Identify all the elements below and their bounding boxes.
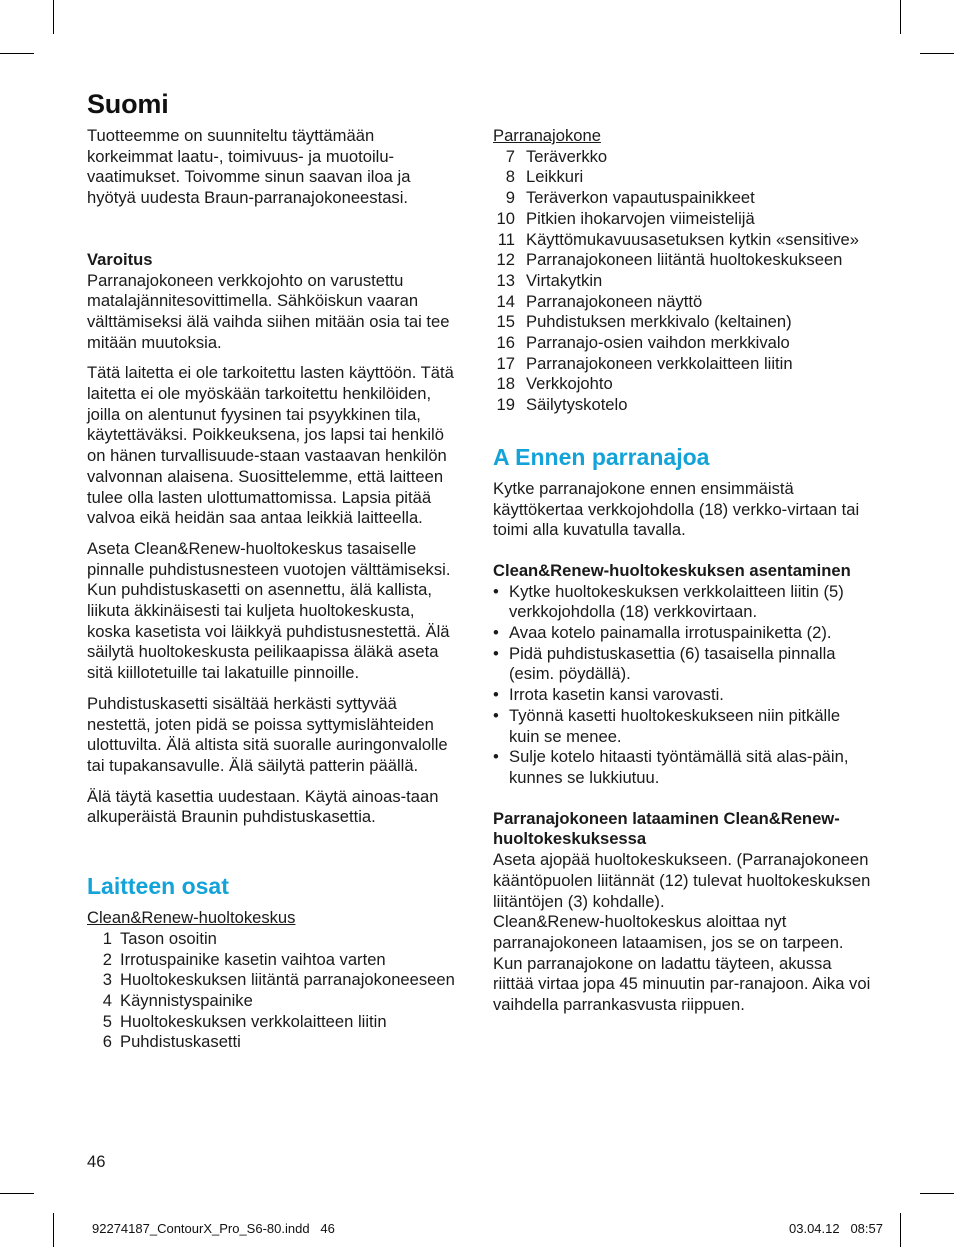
placement-paragraph: Aseta Clean&Renew-huoltokeskus tasaiselle pinnalle puhdistusnesteen vuotojen välttämiseksi. Kun puhdistuskasetti on asennettu, älä kallista, liikuta äkkinäisesti tai kuljeta huoltokeskusta, koska kasetista voi läikkyä puhdistusnestettä. Älä säilytä huoltokeskusta peilikaapissa äläkä aseta sitä kiillotetuille tai lakatuille pinnoille. bbox=[87, 538, 451, 683]
page-title: Suomi bbox=[87, 89, 169, 119]
list-item: 3 Huoltokeskuksen liitäntä parranajokoneeseen bbox=[102, 970, 455, 990]
warning-paragraph: Parranajokoneen verkkojohto on varustettu matalajännitesovittimella. Sähköiskun vaaran välttämiseksi älä vaihda siihen mitään osia tai tee mitään muutoksia. bbox=[87, 270, 450, 352]
charging-paragraph: Kun parranajokone on ladattu täyteen, akussa riittää virtaa jopa 45 minuutin par-ranajoon. Aika voi vaihdella parrankasvusta riippuen. bbox=[493, 953, 871, 1015]
refill-paragraph: Älä täytä kasettia uudestaan. Käytä ainoas-taan alkuperäistä Braunin puhdistuskasettia. bbox=[87, 786, 439, 827]
crop-mark bbox=[53, 0, 54, 34]
warning-heading: Varoitus bbox=[87, 249, 153, 269]
crop-mark bbox=[53, 1213, 54, 1247]
list-item: 16 Parranajo-osien vaihdon merkkivalo bbox=[496, 333, 790, 353]
list-item: 14 Parranajokoneen näyttö bbox=[496, 291, 703, 311]
children-paragraph: Tätä laitetta ei ole tarkoitettu lasten käyttöön. Tätä laitetta ei ole myöskään tarkoitettu henkilöiden, joilla on alentunut fyysinen tai psyykkinen tila, käytettäväksi. Poikkeuksena, jos lapsi tai henkilö on hänen turvallisuude-staan vastaavan henkilön valvonnan alaisena. Suosittelemme, että laitteen tulee olla lasten ulottumattomissa. Lapsia pitää valvoa eikä heidän saa antaa leikkiä laitteella. bbox=[87, 363, 454, 528]
list-item: • Pidä puhdistuskasettia (6) tasaisella pinnalla (esim. pöydällä). bbox=[493, 643, 836, 684]
charging-heading: Parranajokoneen lataaminen Clean&Renew-huoltokeskuksessa bbox=[493, 808, 840, 849]
left-column bbox=[87, 88, 462, 1053]
shaver-parts-list bbox=[493, 147, 873, 416]
list-item: • Sulje kotelo hitaasti työntämällä sitä alas-päin, kunnes se lukkiutuu. bbox=[493, 747, 849, 787]
list-item: 5 Huoltokeskuksen verkkolaitteen liitin bbox=[102, 1011, 387, 1031]
list-item: 9 Teräverkon vapautuspainikkeet bbox=[505, 188, 755, 208]
charging-paragraph: Aseta ajopää huoltokeskukseen. (Parranajokoneen kääntöpuolen liitännät (12) tulevat huoltokeskuksen liitäntöjen (3) kohdalle). bbox=[493, 850, 871, 911]
section-heading: A Ennen parranajoa bbox=[493, 443, 710, 470]
section-intro: Kytke parranajokone ennen ensimmäistä käyttökertaa verkkojohdolla (18) verkko-virtaan tai toimi alla kuvatulla tavalla. bbox=[493, 478, 860, 540]
list-item: 1 Tason osoitin bbox=[102, 928, 217, 948]
list-item: 4 Käynnistyspainike bbox=[102, 990, 253, 1010]
list-item: 8 Leikkuri bbox=[505, 167, 584, 187]
list-item: 12 Parranajokoneen liitäntä huoltokeskukseen bbox=[496, 250, 843, 270]
list-item: 7 Teräverkko bbox=[505, 146, 608, 166]
station-label: Clean&Renew-huoltokeskus bbox=[87, 908, 296, 928]
parts-heading: Laitteen osat bbox=[87, 873, 229, 900]
crop-mark bbox=[900, 0, 901, 34]
station-parts-list bbox=[87, 929, 462, 1053]
charging-paragraph: Clean&Renew-huoltokeskus aloittaa nyt parranajokoneen lataamisen, jos se on tarpeen. bbox=[493, 912, 844, 952]
list-item: • Irrota kasetin kansi varovasti. bbox=[493, 685, 724, 705]
right-column bbox=[493, 126, 873, 1016]
list-item: • Avaa kotelo painamalla irrotuspainiketta (2). bbox=[493, 623, 832, 643]
file-slug: 92274187_ContourX_Pro_S6-80.indd 46 bbox=[92, 1221, 335, 1236]
list-item: 6 Puhdistuskasetti bbox=[102, 1032, 241, 1052]
list-item: 13 Virtakytkin bbox=[496, 270, 603, 290]
list-item: 11 Käyttömukavuusasetuksen kytkin «sensitive» bbox=[497, 229, 859, 249]
crop-mark bbox=[0, 1193, 34, 1194]
page-number: 46 bbox=[87, 1152, 106, 1171]
install-steps-list bbox=[493, 582, 873, 789]
list-item: • Kytke huoltokeskuksen verkkolaitteen liitin (5) verkkojohdolla (18) verkkovirtaan. bbox=[493, 581, 844, 622]
install-heading: Clean&Renew-huoltokeskuksen asentaminen bbox=[493, 560, 851, 580]
crop-mark bbox=[0, 53, 34, 54]
crop-mark bbox=[920, 1193, 954, 1194]
flammable-paragraph: Puhdistuskasetti sisältää herkästi syttyvää nestettä, joten pidä se poissa syttymislähteiden ulottuvilta. Älä altista sitä suoralle auringonvalolle tai tupakansavulle. Älä säilytä patterin päällä. bbox=[87, 693, 448, 775]
list-item: 15 Puhdistuksen merkkivalo (keltainen) bbox=[496, 312, 792, 332]
crop-mark bbox=[920, 53, 954, 54]
shaver-label: Parranajokone bbox=[493, 126, 601, 145]
list-item: 19 Säilytyskotelo bbox=[496, 395, 628, 415]
list-item: 2 Irrotuspainike kasetin vaihtoa varten bbox=[102, 949, 386, 969]
list-item: 10 Pitkien ihokarvojen viimeistelijä bbox=[496, 208, 755, 228]
list-item: 18 Verkkojohto bbox=[496, 374, 613, 394]
intro-paragraph: Tuotteemme on suunniteltu täyttämään korkeimmat laatu-, toimivuus- ja muotoilu-vaatimukset. Toivomme sinun saavan iloa ja hyötyä uudesta Braun-parranajokoneestasi. bbox=[87, 126, 411, 208]
date-slug: 03.04.12 08:57 bbox=[789, 1221, 883, 1236]
list-item: 17 Parranajokoneen verkkolaitteen liitin bbox=[496, 353, 793, 373]
list-item: • Työnnä kasetti huoltokeskukseen niin pitkälle kuin se menee. bbox=[493, 705, 841, 746]
crop-mark bbox=[900, 1213, 901, 1247]
